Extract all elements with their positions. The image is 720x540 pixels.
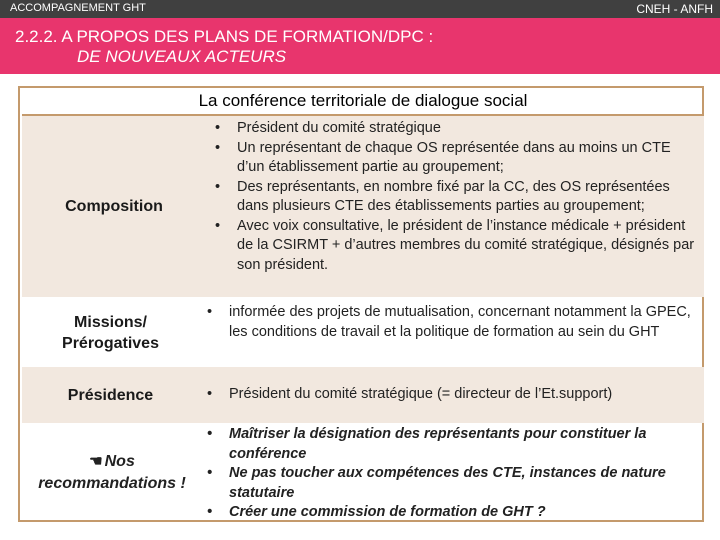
slide-title: 2.2.2. A PROPOS DES PLANS DE FORMATION/DPC : [15, 27, 434, 46]
recommendations-label-line1: Nos [104, 453, 135, 470]
missions-label-line2: Prérogatives [62, 335, 159, 352]
pointing-hand-icon: ☚ [89, 453, 103, 470]
list-item: • Un représentant de chaque OS représentée dans au moins un CTE d’un établissement partie au groupement; [213, 139, 698, 178]
missions-label [28, 312, 193, 354]
slide-header [0, 18, 720, 74]
recommendations-label [24, 451, 200, 495]
table-title: La conférence territoriale de dialogue social [22, 88, 704, 116]
recommendations-list [205, 425, 695, 523]
composition-list [213, 119, 698, 275]
list-item: • Créer une commission de formation de GHT ? [205, 503, 695, 523]
presidence-label: Présidence [67, 387, 154, 404]
list-item: • Président du comité stratégique (= directeur de l’Et.support) [205, 385, 695, 405]
missions-list [205, 303, 695, 342]
list-item: • Président du comité stratégique [213, 119, 698, 139]
list-item: • Des représentants, en nombre fixé par la CC, des OS représentées dans plusieurs CTE des établissements parties au groupement; [213, 178, 698, 217]
composition-label: Composition [65, 198, 163, 215]
missions-label-line1: Missions/ [74, 314, 147, 331]
list-item: • Maîtriser la désignation des représentants pour constituer la conférence [205, 425, 695, 464]
recommendations-label-line2: recommandations ! [38, 475, 186, 492]
section-label: ACCOMPAGNEMENT GHT [10, 2, 146, 14]
list-item: • Ne pas toucher aux compétences des CTE, instances de nature statutaire [205, 464, 695, 503]
list-item: • Avec voix consultative, le président de l’instance médicale + président de la CSIRMT + d’autres membres du comité stratégique, désignés par son président. [213, 217, 698, 276]
top-bar [0, 0, 720, 18]
organization-label: CNEH - ANFH [636, 2, 713, 16]
presidence-list [205, 385, 695, 405]
list-item: • informée des projets de mutualisation, concernant notamment la GPEC, les conditions de travail et la politique de formation au sein du GHT [205, 303, 695, 342]
slide-subtitle: DE NOUVEAUX ACTEURS [77, 47, 287, 66]
